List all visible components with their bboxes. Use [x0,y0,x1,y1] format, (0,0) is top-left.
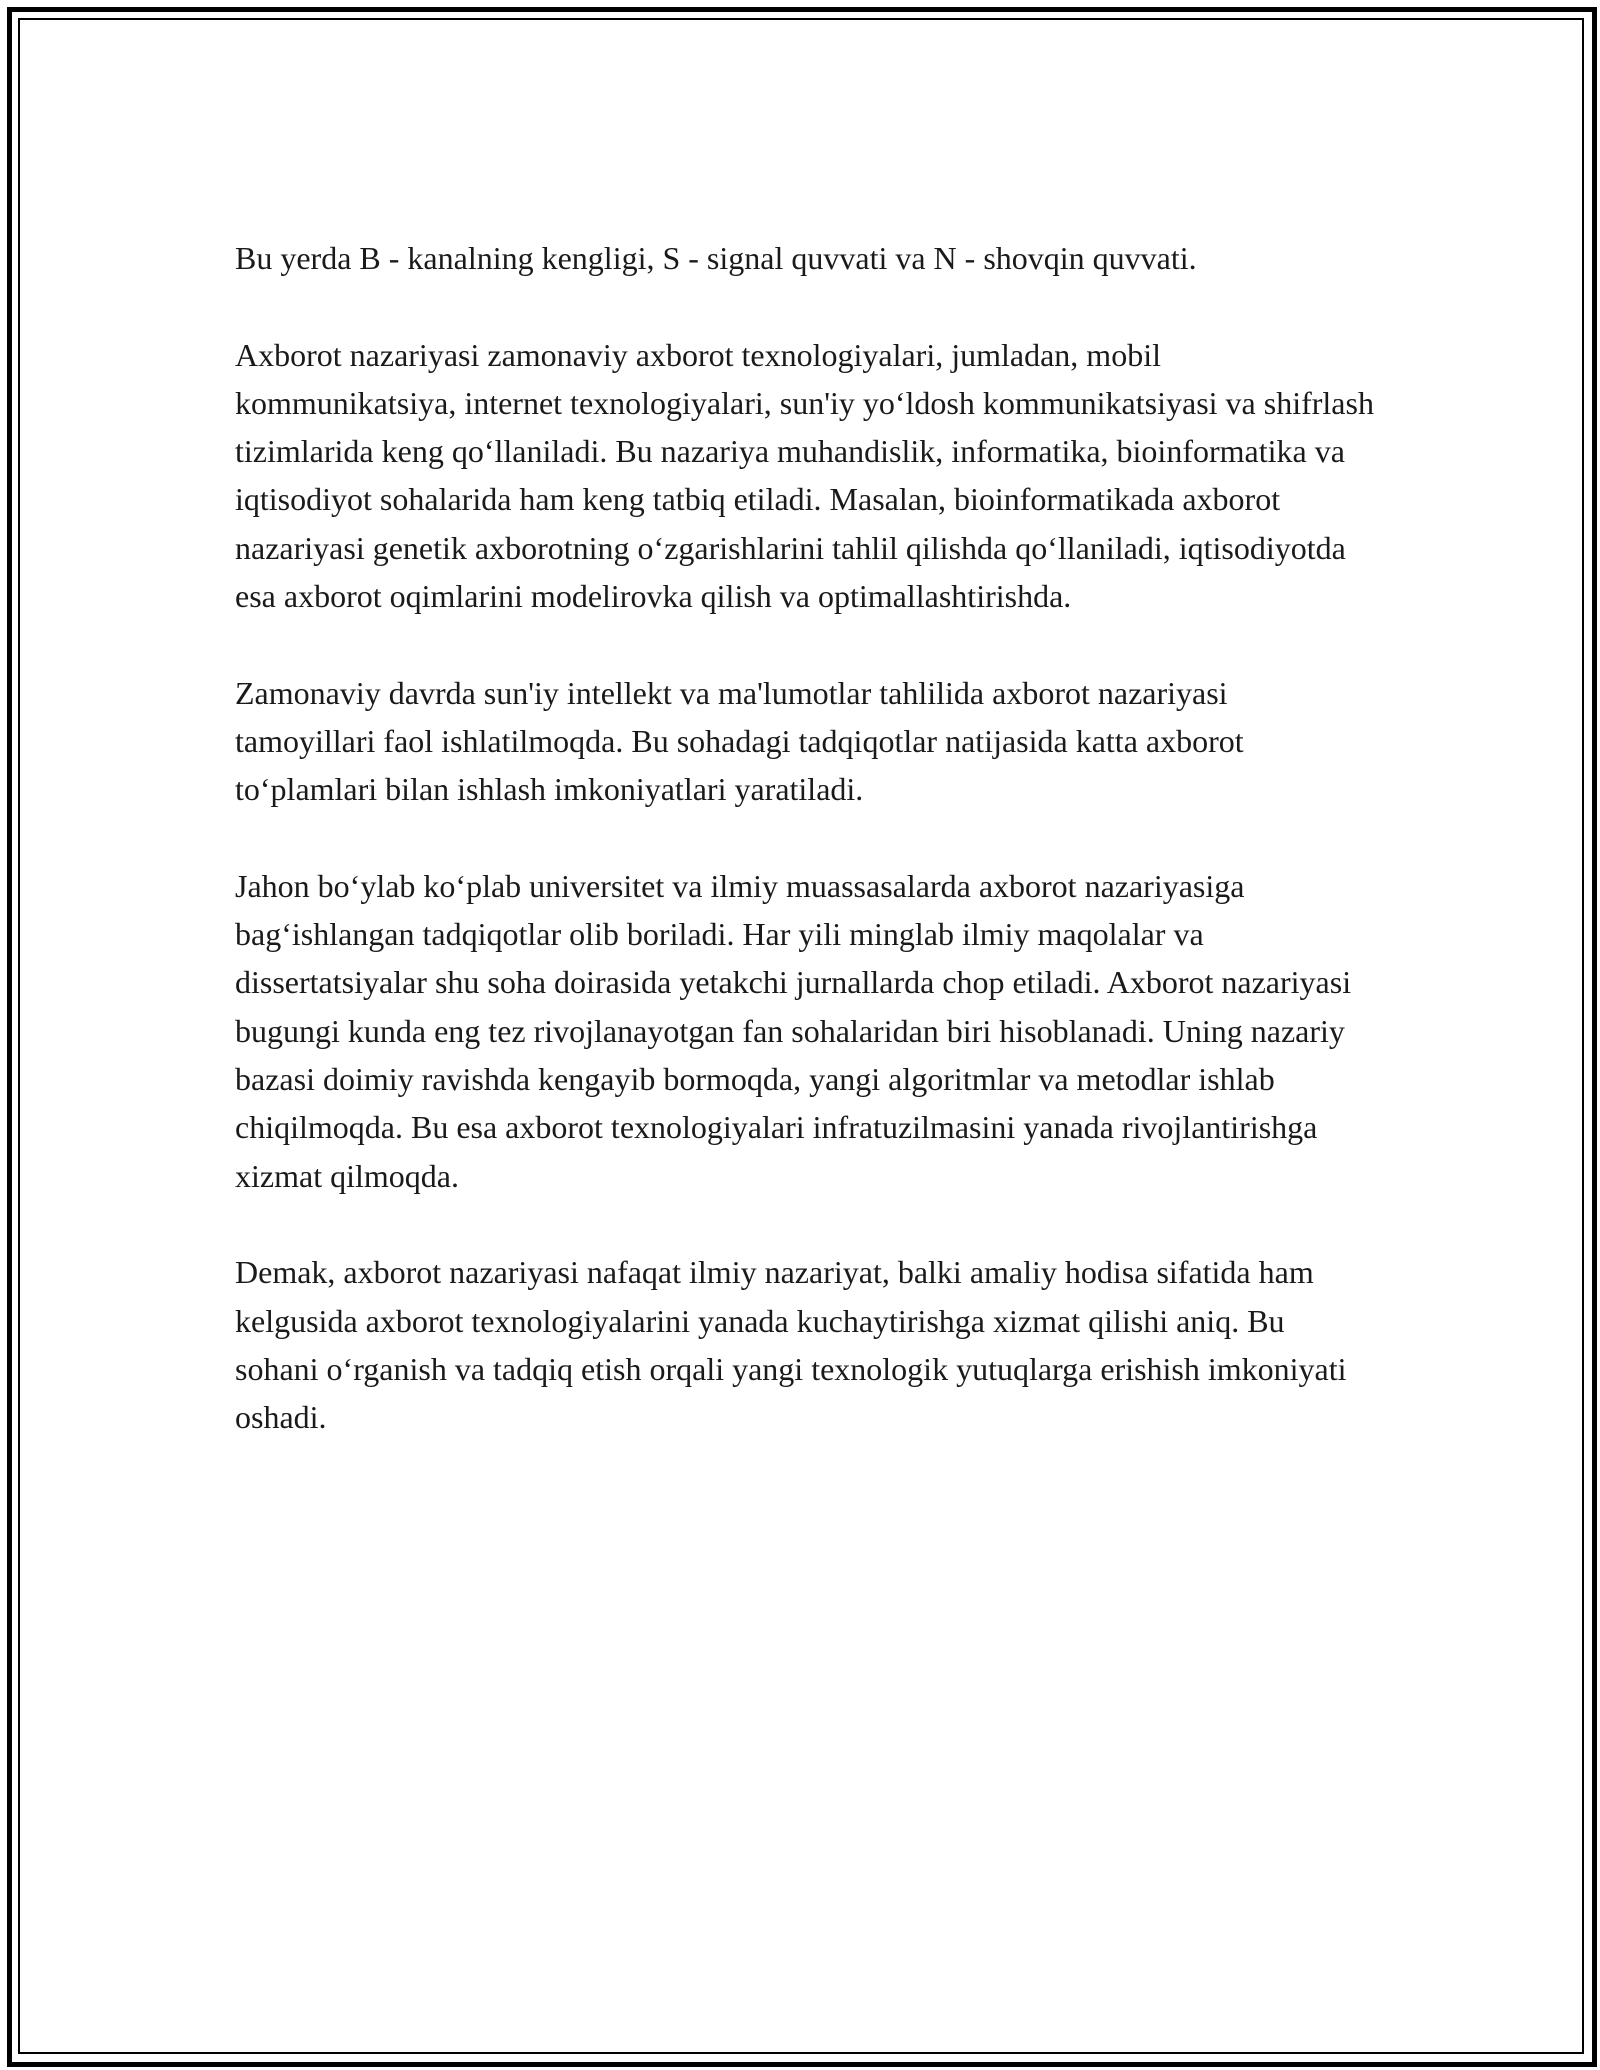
document-body [235,234,1375,1490]
paragraph-5: Demak, axborot nazariyasi nafaqat ilmiy nazariyat, balki amaliy hodisa sifatida ham kelgusida axborot texnologiyalarini yanada kuchaytirishga xizmat qilishi aniq. Bu sohani o‘rganish va tadqiq etish orqali yangi texnologik yutuqlarga erishish imkoniyati oshadi. [235,1254,1347,1436]
paragraph-1: Bu yerda B - kanalning kengligi, S - signal quvvati va N - shovqin quvvati. [235,240,1197,276]
paragraph-2: Axborot nazariyasi zamonaviy axborot texnologiyalari, jumladan, mobil kommunikatsiya, internet texnologiyalari, sun'iy yo‘ldosh kommunikatsiyasi va shifrlash tizimlarida keng qo‘llaniladi. Bu nazariya muhandislik, informatika, bioinformatika va iqtisodiyot sohalarida ham keng tatbiq etiladi. Masalan, bioinformatikada axborot nazariyasi genetik axborotning o‘zgarishlarini tahlil qilishda qo‘llaniladi, iqtisodiyotda esa axborot oqimlarini modelirovka qilish va optimallashtirishda. [235,336,1374,615]
paragraph-3: Zamonaviy davrda sun'iy intellekt va ma'lumotlar tahlilida axborot nazariyasi tamoyillari faol ishlatilmoqda. Bu sohadagi tadqiqotlar natijasida katta axborot to‘plamlari bilan ishlash imkoniyatlari yaratiladi. [235,674,1244,808]
paragraph-4: Jahon bo‘ylab ko‘plab universitet va ilmiy muassasalarda axborot nazariyasiga bag‘ishlangan tadqiqotlar olib boriladi. Har yili minglab ilmiy maqolalar va dissertatsiyalar shu soha doirasida yetakchi jurnallarda chop etiladi. Axborot nazariyasi bugungi kunda eng tez rivojlanayotgan fan sohalaridan biri hisoblanadi. Uning nazariy bazasi doimiy ravishda kengayib bormoqda, yangi algoritmlar va metodlar ishlab chiqilmoqda. Bu esa axborot texnologiyalari infratuzilmasini yanada rivojlantirishga xizmat qilmoqda. [235,867,1352,1194]
